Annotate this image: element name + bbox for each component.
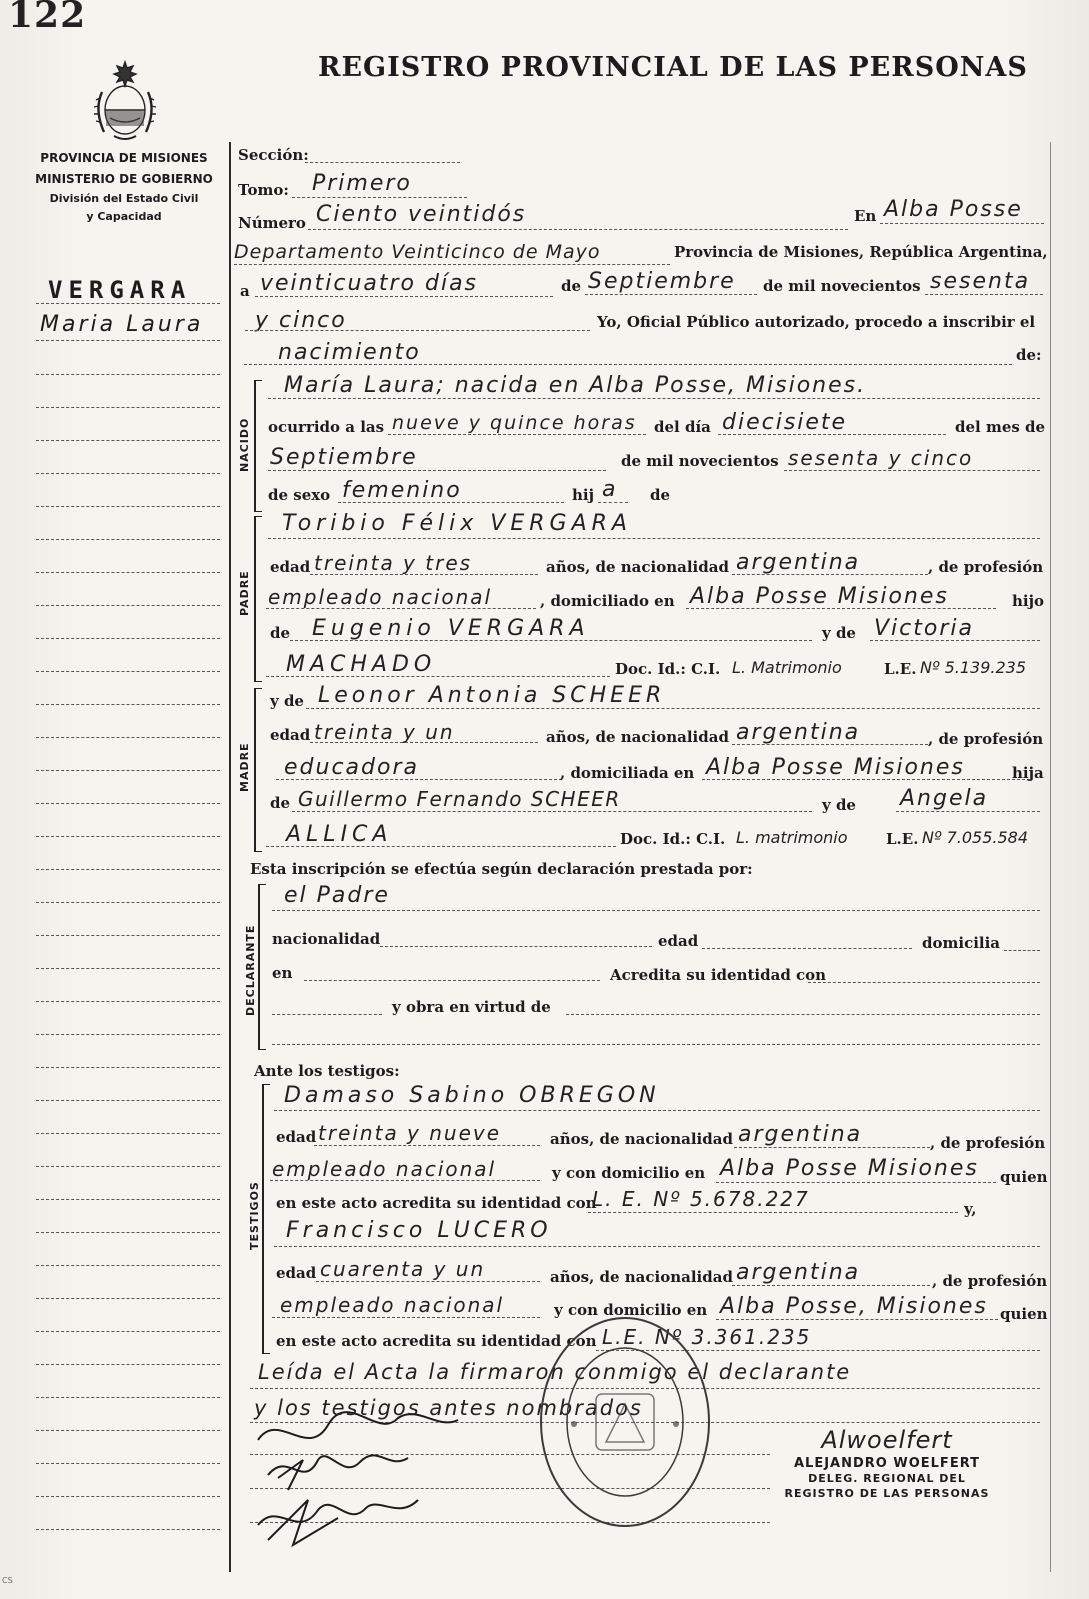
- testigo2-profesion: empleado nacional: [280, 1293, 505, 1317]
- madre-madre-line-1: [896, 811, 1040, 812]
- margin-line: [36, 1133, 220, 1134]
- testigo1-doc: L. E. Nº 5.678.227: [592, 1187, 810, 1211]
- margin-line: [36, 1100, 220, 1101]
- madre-profesion-line: [276, 779, 562, 780]
- padre-anios-label: años, de nacionalidad: [546, 558, 729, 576]
- sexo-label: de sexo: [268, 486, 331, 504]
- margin-line: [36, 704, 220, 705]
- margin-line: [36, 1397, 220, 1398]
- madre-y-de2-label: y de: [822, 796, 856, 814]
- signatures-drawing: [248, 1400, 488, 1560]
- margin-line: [36, 1265, 220, 1266]
- nacido-mes-line: [268, 470, 606, 471]
- margin-line: [36, 1199, 220, 1200]
- padre-padre-value: Eugenio VERGARA: [312, 616, 590, 641]
- testigos-section-label: TESTIGOS: [248, 1181, 261, 1250]
- testigo2-domicilio-label: y con domicilio en: [554, 1301, 708, 1319]
- madre-nacionalidad-line: [732, 744, 928, 745]
- declarante-domicilio-line: [1004, 950, 1040, 951]
- seccion-label: Sección:: [238, 146, 309, 164]
- del-mes-label: del mes de: [955, 418, 1046, 436]
- scanner-mark: CS: [2, 1576, 13, 1585]
- testigo1-domicilio-label: y con domicilio en: [552, 1164, 706, 1182]
- issuer-capacity: y Capacidad: [86, 210, 162, 223]
- mes-line: [585, 294, 757, 295]
- tomo-value: Primero: [312, 171, 412, 196]
- testigo1-nacionalidad-line: [734, 1147, 930, 1148]
- closing-line-2: y los testigos antes nombrados: [254, 1396, 643, 1420]
- declarante-nacionalidad-line: [380, 946, 652, 947]
- testigo1-edad-label: edad: [276, 1128, 317, 1146]
- margin-line: [36, 638, 220, 639]
- declarante-acredita-label: Acredita su identidad con: [610, 966, 827, 984]
- madre-le-value: Nº 7.055.584: [922, 828, 1029, 847]
- issuer-block: [24, 148, 224, 226]
- padre-le-label: L.E.: [884, 660, 917, 678]
- madre-de-label: de: [270, 794, 291, 812]
- testigo1-acredita-label: en este acto acredita su identidad con: [276, 1194, 597, 1212]
- margin-line: [36, 1496, 220, 1497]
- madre-section-label: MADRE: [238, 742, 251, 792]
- hora-line: [388, 434, 646, 435]
- en-label: En: [854, 207, 877, 225]
- testigos-intro: Ante los testigos:: [254, 1062, 400, 1080]
- tomo-line: [292, 197, 467, 198]
- madre-domicilio-value: Alba Posse Misiones: [706, 755, 965, 780]
- document-title: REGISTRO PROVINCIAL DE LAS PERSONAS: [318, 52, 1028, 83]
- declarante-extra-line: [272, 1044, 1040, 1045]
- margin-line: [36, 1298, 220, 1299]
- padre-y-de-label: y de: [822, 624, 856, 642]
- madre-edad-value: treinta y un: [314, 720, 455, 744]
- madre-anios-label: años, de nacionalidad: [546, 728, 729, 746]
- margin-line: [36, 572, 220, 573]
- coat-of-arms-icon: [92, 58, 158, 144]
- margin-divider: [229, 142, 231, 1572]
- margin-line: [36, 671, 220, 672]
- testigo2-domicilio-line: [716, 1319, 998, 1320]
- margin-line: [36, 902, 220, 903]
- testigo1-domicilio: Alba Posse Misiones: [720, 1156, 979, 1181]
- testigo1-profesion-label: , de profesión: [930, 1134, 1046, 1152]
- padre-profesion-value: empleado nacional: [268, 585, 493, 609]
- official-role-1: DELEG. REGIONAL DEL: [808, 1472, 966, 1485]
- padre-de-label: de: [270, 624, 291, 642]
- margin-line: [36, 869, 220, 870]
- testigo2-profesion-line: [272, 1317, 540, 1318]
- padre-hijo-label: hijo: [1012, 592, 1045, 610]
- sexo-line: [338, 502, 564, 503]
- declarante-edad-label: edad: [658, 932, 699, 950]
- madre-profesion-value: educadora: [284, 755, 419, 780]
- padre-madre-value-1: Victoria: [874, 616, 974, 641]
- folio-number: 122: [8, 0, 87, 36]
- hij-value: a: [602, 477, 618, 502]
- sexo-value: femenino: [342, 478, 462, 503]
- yo-text: Yo, Oficial Público autorizado, procedo a inscribir el: [597, 313, 1036, 331]
- nacido-anio-value: sesenta y cinco: [788, 446, 974, 470]
- testigo1-profesion: empleado nacional: [272, 1157, 497, 1181]
- closing-line-1: Leída el Acta la firmaron conmigo el declarante: [258, 1360, 852, 1384]
- madre-madre-line-2: [266, 846, 616, 847]
- ocurrido-label: ocurrido a las: [268, 418, 385, 436]
- margin-line: [36, 1463, 220, 1464]
- anio-value-1: sesenta: [930, 269, 1031, 294]
- declarante-pre-obra-line: [272, 1014, 382, 1015]
- departamento-value: Departamento Veinticinco de Mayo: [234, 241, 601, 263]
- margin-line: [36, 506, 220, 507]
- declarante-acredita-line: [808, 982, 1040, 983]
- seccion-line: [305, 162, 460, 163]
- padre-madre-line-1: [870, 640, 1040, 641]
- nacido-mil-label: de mil novecientos: [621, 452, 779, 470]
- declarante-nacionalidad-label: nacionalidad: [272, 930, 381, 948]
- madre-nacionalidad-value: argentina: [736, 720, 861, 745]
- numero-value: Ciento veintidós: [316, 202, 527, 227]
- margin-given-name: Maria Laura: [40, 312, 204, 337]
- madre-nombre-line: [306, 708, 1040, 709]
- madre-madre-value-2: ALLICA: [286, 822, 393, 847]
- margin-line: [36, 1034, 220, 1035]
- margin-line: [36, 440, 220, 441]
- margin-line: [36, 1232, 220, 1233]
- testigo1-edad-line: [314, 1145, 540, 1146]
- testigo2-profesion-label: , de profesión: [932, 1272, 1048, 1290]
- declarante-obra-label: y obra en virtud de: [392, 998, 551, 1016]
- official-signature: Alwoelfert: [821, 1426, 953, 1454]
- nacido-section-label: NACIDO: [238, 417, 251, 472]
- margin-line: [36, 1001, 220, 1002]
- issuer-ministry: MINISTERIO DE GOBIERNO: [35, 172, 213, 186]
- madre-edad-line: [310, 742, 538, 743]
- numero-label: Número: [238, 214, 306, 232]
- numero-line: [308, 229, 848, 230]
- madre-profesion-label: , de profesión: [928, 730, 1044, 748]
- testigo1-nacionalidad: argentina: [738, 1122, 863, 1147]
- madre-y-de-label: y de: [270, 692, 304, 710]
- anio-line-1: [925, 294, 1043, 295]
- testigo1-edad: treinta y nueve: [318, 1121, 502, 1145]
- testigo1-anios-label: años, de nacionalidad: [550, 1130, 733, 1148]
- nacido-nombre-line: [268, 398, 1040, 399]
- testigos-bracket: [262, 1084, 270, 1354]
- declarante-en-label: en: [272, 964, 293, 982]
- padre-padre-line: [290, 640, 812, 641]
- madre-padre-line: [292, 811, 812, 812]
- testigo1-nombre-line: [274, 1110, 1040, 1111]
- official-role-2: REGISTRO DE LAS PERSONAS: [784, 1487, 990, 1500]
- margin-line: [36, 737, 220, 738]
- acto-value: nacimiento: [278, 340, 421, 365]
- issuer-division: División del Estado Civil: [49, 192, 199, 205]
- testigo1-domicilio-line: [716, 1182, 996, 1183]
- margin-line: [36, 473, 220, 474]
- madre-madre-value-1: Angela: [900, 786, 989, 811]
- issuer-province: PROVINCIA DE MISIONES: [40, 151, 208, 165]
- official-name: ALEJANDRO WOELFERT: [794, 1456, 980, 1471]
- testigo2-doc: L.E. Nº 3.361.235: [602, 1325, 812, 1349]
- declarante-en-line: [304, 980, 600, 981]
- anio-line-2: [245, 330, 590, 331]
- margin-line: [36, 1166, 220, 1167]
- margin-line: [36, 303, 220, 304]
- declarante-section-label: DECLARANTE: [244, 924, 257, 1016]
- hora-value: nueve y quince horas: [392, 412, 637, 434]
- madre-padre-value: Guillermo Fernando SCHEER: [298, 787, 621, 811]
- declarante-obra-line: [566, 1014, 1040, 1015]
- padre-domicilio-label: , domiciliado en: [540, 592, 675, 610]
- margin-line: [36, 968, 220, 969]
- margin-line: [36, 770, 220, 771]
- margin-line: [36, 407, 220, 408]
- hij-label: hij: [572, 486, 595, 504]
- madre-doc-value: L. matrimonio: [736, 828, 848, 847]
- acto-line: [244, 364, 1012, 365]
- en-value: Alba Posse: [884, 197, 1023, 222]
- testigo2-nacionalidad-line: [732, 1285, 930, 1286]
- testigo2-nacionalidad: argentina: [736, 1260, 861, 1285]
- padre-nacionalidad-line: [732, 574, 928, 575]
- testigo2-quien-label: quien: [1000, 1305, 1048, 1323]
- testigo2-nombre: Francisco LUCERO: [286, 1218, 552, 1243]
- testigo2-edad: cuarenta y un: [320, 1257, 486, 1281]
- margin-line: [36, 340, 220, 341]
- right-border: [1050, 142, 1051, 1572]
- madre-nombre: Leonor Antonia SCHEER: [318, 683, 666, 708]
- padre-section-label: PADRE: [238, 570, 251, 616]
- margin-line: [36, 1430, 220, 1431]
- padre-madre-line-2: [266, 676, 610, 677]
- madre-doc-label: Doc. Id.: C.I.: [620, 830, 726, 848]
- padre-profesion-line: [266, 608, 536, 609]
- margin-line: [36, 1067, 220, 1068]
- en-line: [880, 223, 1044, 224]
- departamento-line: [234, 264, 670, 265]
- padre-domicilio-line: [686, 608, 996, 609]
- de-end-label: de:: [1016, 346, 1042, 364]
- margin-line: [36, 1529, 220, 1530]
- mil-label: de mil novecientos: [763, 277, 921, 295]
- testigo2-acredita-label: en este acto acredita su identidad con: [276, 1332, 597, 1350]
- padre-madre-value-2: MACHADO: [286, 652, 437, 677]
- nacido-nombre: María Laura; nacida en Alba Posse, Misiones.: [284, 373, 867, 398]
- nacido-mes-value: Septiembre: [270, 445, 418, 470]
- declarante-edad-line: [702, 948, 912, 949]
- testigo2-edad-label: edad: [276, 1264, 317, 1282]
- declarante-nombre-line: [272, 910, 1040, 911]
- testigo2-nombre-line: [274, 1246, 1040, 1247]
- madre-le-label: L.E.: [886, 830, 919, 848]
- nacido-anio-line: [784, 470, 1040, 471]
- margin-line: [36, 605, 220, 606]
- padre-edad-value: treinta y tres: [314, 551, 473, 575]
- margin-line: [36, 1364, 220, 1365]
- testigo-y-label: y,: [964, 1200, 977, 1218]
- madre-domicilio-label: , domiciliada en: [560, 764, 695, 782]
- declarante-domicilio-label: domicilia: [922, 934, 1001, 952]
- padre-doc-label: Doc. Id.: C.I.: [615, 660, 721, 678]
- padre-nombre: Toribio Félix VERGARA: [282, 511, 632, 536]
- testigo2-edad-line: [316, 1281, 540, 1282]
- hij-line: [598, 502, 628, 503]
- provincia-text: Provincia de Misiones, República Argentina,: [674, 243, 1048, 261]
- nacido-bracket: [254, 380, 262, 512]
- padre-domicilio-value: Alba Posse Misiones: [690, 584, 949, 609]
- anio-value-2: y cinco: [255, 308, 347, 333]
- padre-edad-line: [310, 574, 538, 575]
- del-dia-label: del día: [654, 418, 711, 436]
- padre-bracket: [254, 516, 262, 682]
- margin-surname: VERGARA: [48, 276, 192, 304]
- margin-line: [36, 374, 220, 375]
- padre-nacionalidad-value: argentina: [736, 550, 861, 575]
- a-label: a: [240, 282, 250, 300]
- margin-line: [36, 1331, 220, 1332]
- testigo1-quien-label: quien: [1000, 1168, 1048, 1186]
- madre-bracket: [254, 688, 262, 852]
- declarante-intro: Esta inscripción se efectúa según declaración prestada por:: [250, 860, 753, 878]
- margin-line: [36, 935, 220, 936]
- margin-line: [36, 836, 220, 837]
- madre-hija-label: hija: [1012, 764, 1044, 782]
- padre-le-value: Nº 5.139.235: [920, 658, 1027, 677]
- declarante-bracket: [258, 884, 266, 1050]
- mes-value: Septiembre: [588, 269, 736, 294]
- madre-domicilio-line: [702, 779, 1030, 780]
- official-signature-block: [762, 1428, 1012, 1501]
- dia-value: diecisiete: [722, 410, 848, 435]
- padre-doc-value: L. Matrimonio: [732, 658, 842, 677]
- padre-edad-label: edad: [270, 558, 311, 576]
- testigo2-domicilio: Alba Posse, Misiones: [720, 1294, 988, 1319]
- declarante-nombre: el Padre: [284, 883, 390, 908]
- padre-profesion-label: , de profesión: [928, 558, 1044, 576]
- testigo1-doc-line: [588, 1212, 958, 1213]
- de-label: de: [561, 277, 582, 295]
- official-seal: [536, 1312, 714, 1532]
- nacido-de-label: de: [650, 486, 671, 504]
- testigo2-anios-label: años, de nacionalidad: [550, 1268, 733, 1286]
- testigo1-nombre: Damaso Sabino OBREGON: [284, 1083, 660, 1108]
- margin-line: [36, 539, 220, 540]
- tomo-label: Tomo:: [238, 181, 289, 199]
- madre-edad-label: edad: [270, 726, 311, 744]
- padre-nombre-line: [268, 538, 1040, 539]
- dia-line: [718, 434, 946, 435]
- dias-value: veinticuatro días: [260, 271, 479, 296]
- margin-line: [36, 803, 220, 804]
- dias-line: [255, 296, 553, 297]
- testigo1-profesion-line: [270, 1180, 540, 1181]
